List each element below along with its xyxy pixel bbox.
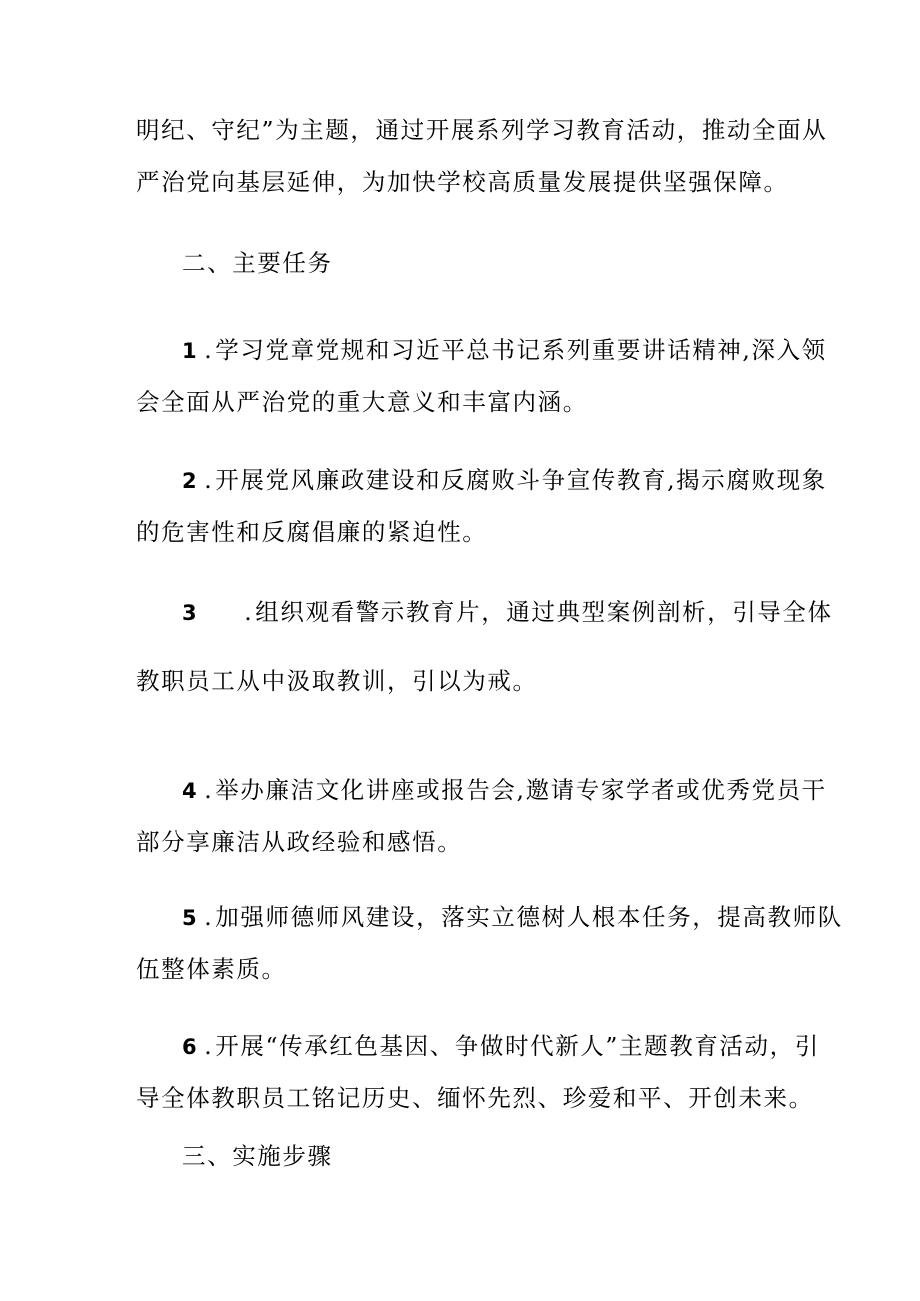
- task-item-separator: .: [204, 1032, 214, 1060]
- task-item-5-line-1: [136, 891, 843, 943]
- task-item-5: [136, 891, 843, 995]
- task-item-6-line-1: [136, 1020, 820, 1072]
- task-item-number: 6: [182, 1035, 199, 1059]
- task-item-text: 学习党章党规和习近平总书记系列重要讲话精神,深入领: [215, 336, 827, 364]
- task-item-text: 举办廉洁文化讲座或报告会,邀请专家学者或优秀党员干: [215, 776, 827, 804]
- task-item-number: 2: [182, 469, 199, 493]
- task-item-number: 5: [182, 906, 199, 930]
- task-item-1: [136, 324, 827, 428]
- task-item-number: 4: [182, 779, 199, 803]
- intro-paragraph: [136, 104, 828, 208]
- task-item-separator: .: [204, 903, 214, 931]
- task-item-separator: .: [244, 598, 254, 626]
- task-item-4-line-1: [136, 764, 827, 816]
- task-item-5-line-2: 伍整体素质。: [136, 955, 287, 983]
- task-item-6: [136, 1020, 820, 1124]
- task-item-number: 1: [182, 339, 199, 363]
- task-item-2: [136, 454, 827, 558]
- task-item-text: 开展党风廉政建设和反腐败斗争宣传教育,揭示腐败现象: [215, 466, 827, 494]
- section-heading-implementation-steps: 三、实施步骤: [182, 1142, 333, 1170]
- task-item-1-line-1: [136, 324, 827, 376]
- task-item-1-line-2: 会全面从严治党的重大意义和丰富内涵。: [136, 388, 588, 416]
- task-item-4-line-2: 部分享廉洁从政经验和感悟。: [136, 828, 463, 856]
- task-item-4: [136, 764, 827, 868]
- task-item-text: 开展“传承红色基因、争做时代新人”主题教育活动，引: [215, 1032, 820, 1060]
- task-item-2-line-2: 的危害性和反腐倡廉的紧迫性。: [136, 518, 488, 546]
- task-item-text: 组织观看警示教育片，通过典型案例剖析，引导全体: [255, 598, 833, 626]
- task-item-3-line-2: 教职员工从中汲取教训，引以为戒。: [136, 667, 538, 695]
- intro-line-1: 明纪、守纪”为主题，通过开展系列学习教育活动，推动全面从: [136, 116, 828, 144]
- section-heading-main-tasks: 二、主要任务: [182, 249, 333, 277]
- task-item-separator: .: [204, 466, 214, 494]
- task-item-text: 加强师德师风建设，落实立德树人根本任务，提高教师队: [215, 903, 843, 931]
- task-item-6-line-2: 导全体教职员工铭记历史、缅怀先烈、珍爱和平、开创未来。: [136, 1084, 814, 1112]
- task-item-3-line-1: [136, 586, 842, 639]
- task-item-separator: .: [204, 776, 214, 804]
- task-item-number: 3: [182, 601, 199, 625]
- task-item-2-line-1: [136, 454, 827, 506]
- task-item-separator: .: [204, 336, 214, 364]
- intro-line-2: 严治党向基层延伸，为加快学校高质量发展提供坚强保障。: [136, 168, 789, 196]
